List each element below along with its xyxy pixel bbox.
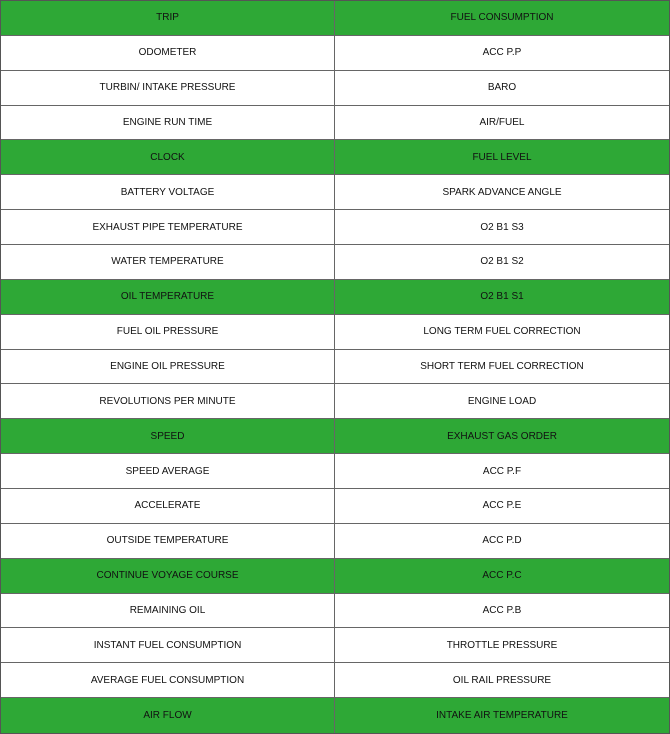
table-cell-right: ACC P.E: [335, 489, 669, 524]
table-cell-right: THROTTLE PRESSURE: [335, 628, 669, 663]
table-cell-right: ACC P.C: [335, 559, 669, 594]
table-cell-right: ACC P.B: [335, 594, 669, 629]
table-cell-right: O2 B1 S2: [335, 245, 669, 280]
table-cell-left: TURBIN/ INTAKE PRESSURE: [1, 71, 335, 106]
table-cell-right: FUEL LEVEL: [335, 140, 669, 175]
table-cell-right: OIL RAIL PRESSURE: [335, 663, 669, 698]
table-cell-left: OIL TEMPERATURE: [1, 280, 335, 315]
table-cell-left: WATER TEMPERATURE: [1, 245, 335, 280]
table-cell-left: AVERAGE FUEL CONSUMPTION: [1, 663, 335, 698]
table-cell-left: ENGINE OIL PRESSURE: [1, 350, 335, 385]
table-cell-right: BARO: [335, 71, 669, 106]
table-cell-left: REVOLUTIONS PER MINUTE: [1, 384, 335, 419]
table-cell-right: ACC P.D: [335, 524, 669, 559]
table-cell-right: INTAKE AIR TEMPERATURE: [335, 698, 669, 733]
table-cell-right: SHORT TERM FUEL CORRECTION: [335, 350, 669, 385]
table-cell-left: SPEED AVERAGE: [1, 454, 335, 489]
table-cell-right: FUEL CONSUMPTION: [335, 1, 669, 36]
table-cell-left: BATTERY VOLTAGE: [1, 175, 335, 210]
table-cell-right: O2 B1 S1: [335, 280, 669, 315]
table-cell-left: CONTINUE VOYAGE COURSE: [1, 559, 335, 594]
table-cell-left: INSTANT FUEL CONSUMPTION: [1, 628, 335, 663]
table-cell-left: CLOCK: [1, 140, 335, 175]
table-cell-right: ACC P.P: [335, 36, 669, 71]
table-cell-left: OUTSIDE TEMPERATURE: [1, 524, 335, 559]
table-cell-right: EXHAUST GAS ORDER: [335, 419, 669, 454]
table-cell-right: AIR/FUEL: [335, 106, 669, 141]
table-cell-left: TRIP: [1, 1, 335, 36]
table-cell-left: SPEED: [1, 419, 335, 454]
table-cell-left: ODOMETER: [1, 36, 335, 71]
table-cell-right: O2 B1 S3: [335, 210, 669, 245]
table-cell-right: LONG TERM FUEL CORRECTION: [335, 315, 669, 350]
table-cell-left: REMAINING OIL: [1, 594, 335, 629]
table-cell-left: FUEL OIL PRESSURE: [1, 315, 335, 350]
table-cell-right: SPARK ADVANCE ANGLE: [335, 175, 669, 210]
table-cell-left: EXHAUST PIPE TEMPERATURE: [1, 210, 335, 245]
table-cell-left: ENGINE RUN TIME: [1, 106, 335, 141]
table-cell-left: AIR FLOW: [1, 698, 335, 733]
table-cell-right: ENGINE LOAD: [335, 384, 669, 419]
table-cell-left: ACCELERATE: [1, 489, 335, 524]
table-cell-right: ACC P.F: [335, 454, 669, 489]
